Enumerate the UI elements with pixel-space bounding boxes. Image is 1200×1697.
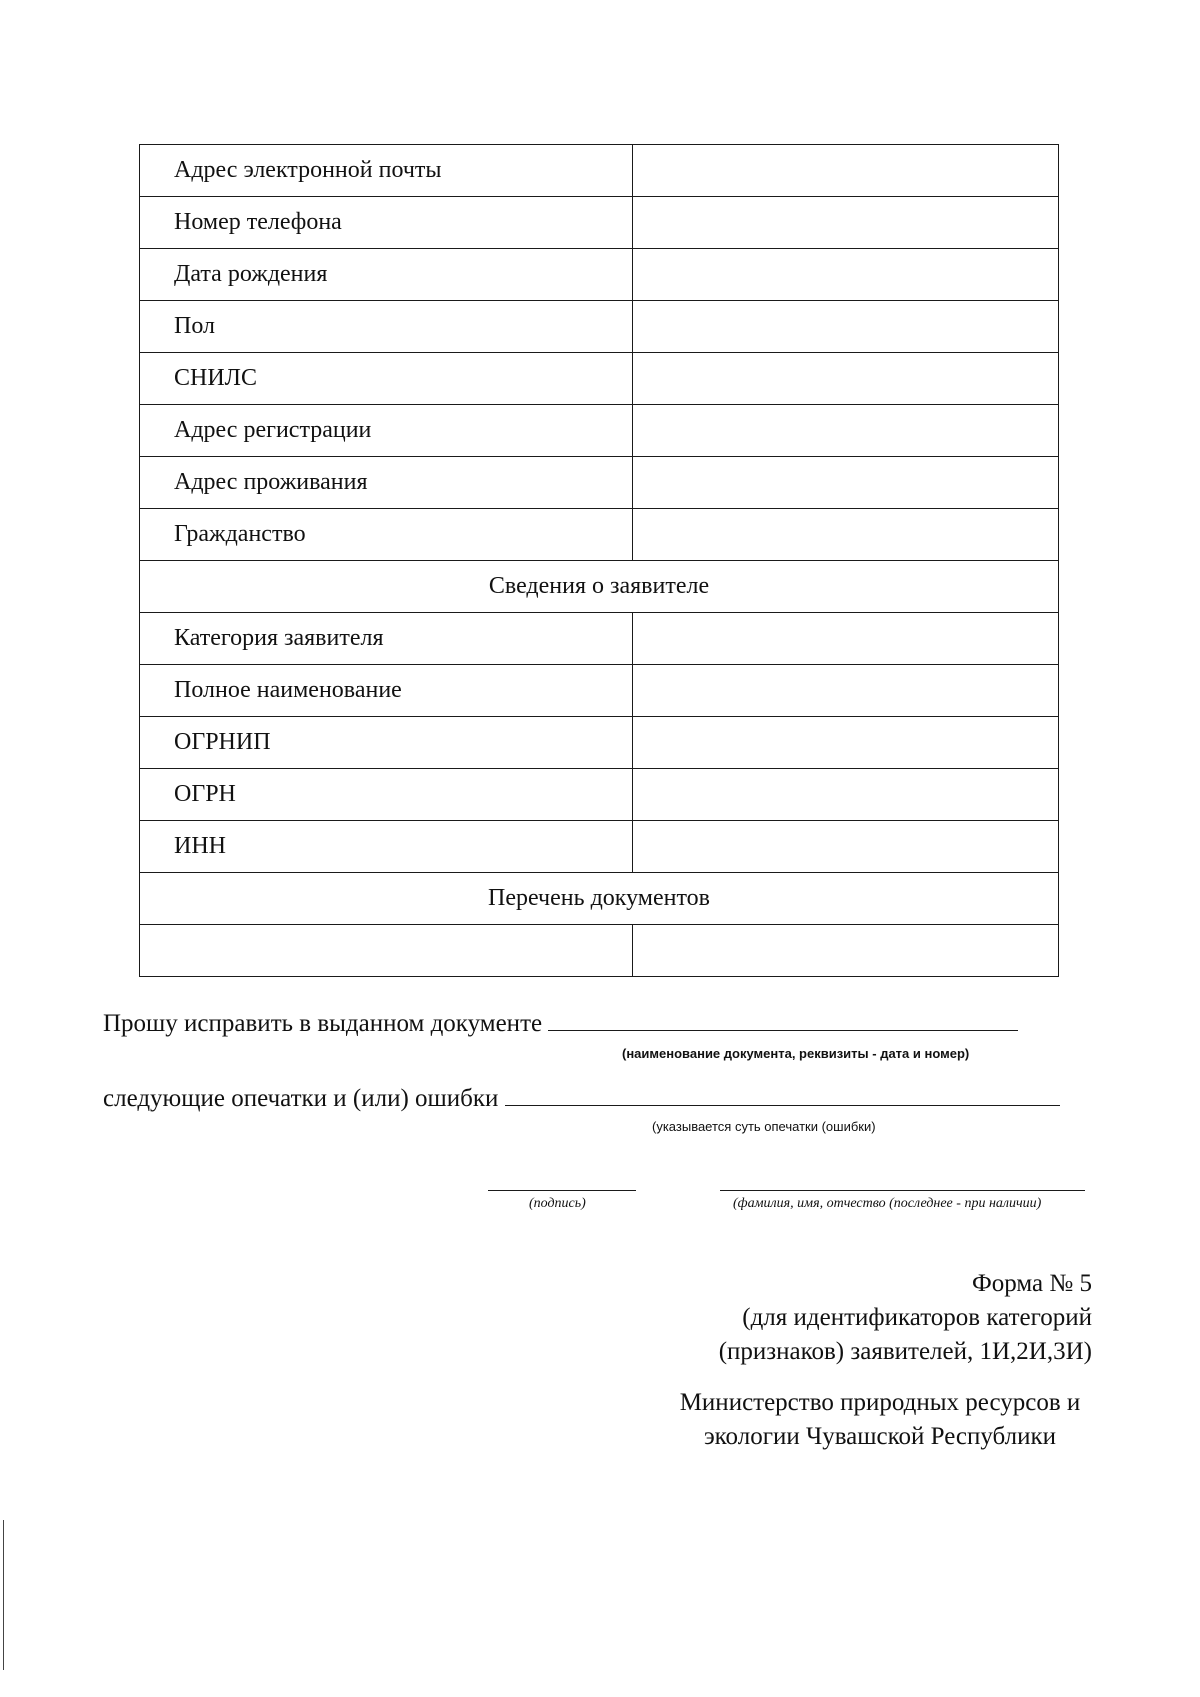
ministry-block xyxy=(660,1386,1100,1454)
row-value-inn[interactable] xyxy=(633,821,1059,873)
ministry-line-1: Министерство природных ресурсов и xyxy=(679,1389,1081,1416)
request-line-correct-document xyxy=(103,1010,1018,1038)
full-name-hint: (фамилия, имя, отчество (последнее - при наличии) xyxy=(733,1196,1042,1211)
row-value-phone[interactable] xyxy=(633,197,1059,249)
row-value-full-name[interactable] xyxy=(633,665,1059,717)
form-number-block xyxy=(719,1267,1092,1369)
row-label-text: Категория заявителя xyxy=(174,625,384,651)
row-label-text: ОГРНИП xyxy=(174,729,271,755)
full-name-field[interactable] xyxy=(720,1190,1085,1191)
ministry-line-2: экологии Чувашской Республики xyxy=(703,1423,1057,1450)
row-label-text: Полное наименование xyxy=(174,677,402,703)
table-row xyxy=(140,353,1059,405)
request-line-errors xyxy=(103,1085,1060,1113)
table-row xyxy=(140,613,1059,665)
table-row xyxy=(140,717,1059,769)
row-value-ogrnip[interactable] xyxy=(633,717,1059,769)
table-row xyxy=(140,769,1059,821)
document-name-field[interactable] xyxy=(548,1012,1018,1031)
row-label-email xyxy=(140,145,633,197)
table-row xyxy=(140,457,1059,509)
row-label-text: Гражданство xyxy=(174,521,306,547)
row-label-residence-address xyxy=(140,457,633,509)
row-value-registration-address[interactable] xyxy=(633,405,1059,457)
row-value-citizenship[interactable] xyxy=(633,509,1059,561)
row-label-text: Номер телефона xyxy=(174,209,342,235)
form-number-subtitle-2: (признаков) заявителей, 1И,2И,3И) xyxy=(718,1338,1092,1365)
applicant-info-table xyxy=(139,144,1059,977)
scan-edge-line xyxy=(3,1520,4,1670)
table-row xyxy=(140,821,1059,873)
row-label-snils xyxy=(140,353,633,405)
form-number-subtitle-1: (для идентификаторов категорий xyxy=(742,1304,1092,1331)
row-value-residence-address[interactable] xyxy=(633,457,1059,509)
row-label-text: Пол xyxy=(174,313,215,339)
row-label-text: ОГРН xyxy=(174,781,236,807)
row-label-applicant-category xyxy=(140,613,633,665)
table-row xyxy=(140,301,1059,353)
form-number-title: Форма № 5 xyxy=(972,1270,1092,1297)
request-line1-text: Прошу исправить в выданном документе xyxy=(103,1010,543,1037)
row-label-text: СНИЛС xyxy=(174,365,257,391)
table-row xyxy=(140,665,1059,717)
row-label-text: Дата рождения xyxy=(174,261,328,287)
table-row xyxy=(140,925,1059,977)
row-label-full-name xyxy=(140,665,633,717)
row-label-citizenship xyxy=(140,509,633,561)
row-label-text: ИНН xyxy=(174,833,226,859)
row-value-ogrn[interactable] xyxy=(633,769,1059,821)
row-label-text: Адрес электронной почты xyxy=(174,157,442,183)
table-row xyxy=(140,145,1059,197)
section-documents-title: Перечень документов xyxy=(140,873,1059,925)
table-row xyxy=(140,405,1059,457)
document-name-hint: (наименование документа, реквизиты - дата и номер) xyxy=(622,1046,970,1061)
table-row xyxy=(140,197,1059,249)
row-label-text: Адрес проживания xyxy=(174,469,368,495)
row-value-gender[interactable] xyxy=(633,301,1059,353)
section-header-row xyxy=(140,561,1059,613)
row-value-birthdate[interactable] xyxy=(633,249,1059,301)
request-line2-text: следующие опечатки и (или) ошибки xyxy=(103,1085,499,1112)
row-document-value[interactable] xyxy=(633,925,1059,977)
signature-field[interactable] xyxy=(488,1190,636,1191)
row-label-text: Адрес регистрации xyxy=(174,417,372,443)
row-value-email[interactable] xyxy=(633,145,1059,197)
row-document-name[interactable] xyxy=(140,925,633,977)
errors-description-hint: (указывается суть опечатки (ошибки) xyxy=(652,1119,876,1134)
row-value-snils[interactable] xyxy=(633,353,1059,405)
row-label-inn xyxy=(140,821,633,873)
row-value-applicant-category[interactable] xyxy=(633,613,1059,665)
section-applicant-title: Сведения о заявителе xyxy=(140,561,1059,613)
row-label-ogrnip xyxy=(140,717,633,769)
table-row xyxy=(140,249,1059,301)
row-label-phone xyxy=(140,197,633,249)
errors-description-field[interactable] xyxy=(505,1087,1060,1106)
row-label-registration-address xyxy=(140,405,633,457)
section-header-row xyxy=(140,873,1059,925)
row-label-gender xyxy=(140,301,633,353)
signature-hint: (подпись) xyxy=(529,1196,586,1211)
table-row xyxy=(140,509,1059,561)
row-label-birthdate xyxy=(140,249,633,301)
row-label-ogrn xyxy=(140,769,633,821)
